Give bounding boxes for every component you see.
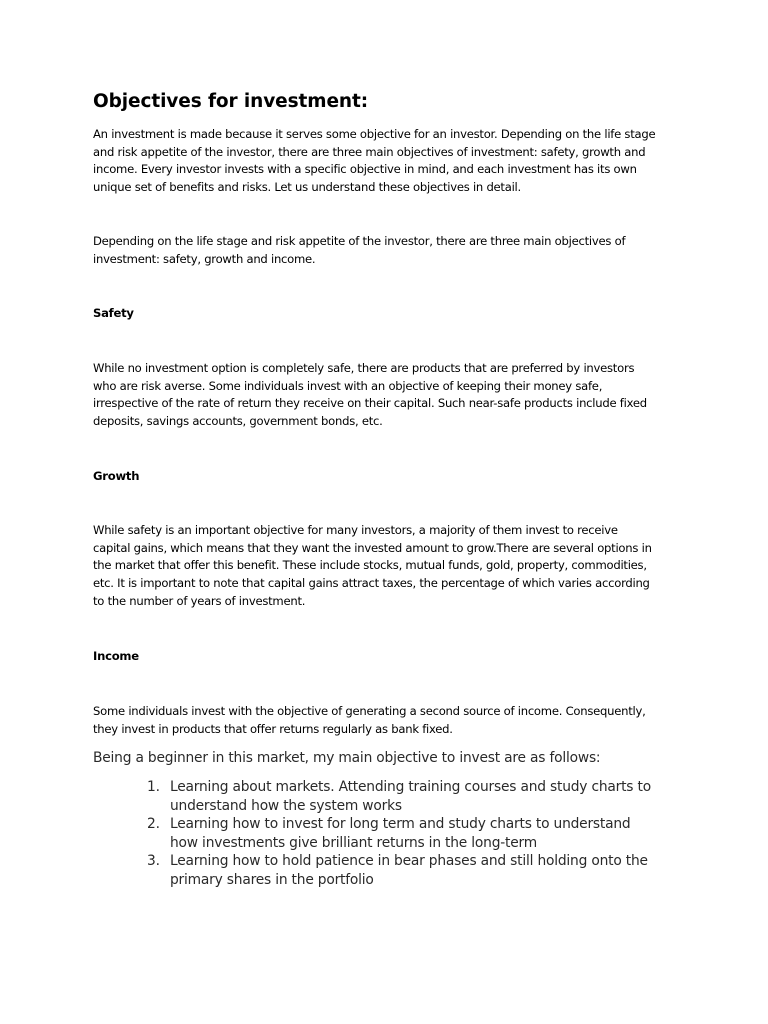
list-number: 2. (147, 816, 160, 833)
list-item (147, 778, 651, 815)
text-line: Learning how to invest for long term and study charts to understand (170, 816, 631, 833)
text-line: how investments give brilliant returns in the long-term (170, 834, 537, 851)
text-line: investment: safety, growth and income. (93, 251, 316, 266)
objectives-list (147, 778, 651, 890)
text-line: understand how the system works (170, 797, 402, 814)
list-number: 3. (147, 853, 160, 870)
text-line: irrespective of the rate of return they receive on their capital. Such near-safe products include fixed (93, 396, 647, 411)
section-heading-safety: Safety (93, 306, 134, 320)
growth-paragraph (93, 522, 652, 611)
text-line: they invest in products that offer returns regularly as bank fixed. (93, 721, 453, 736)
text-line: Depending on the life stage and risk appetite of the investor, there are three main objectives of (93, 234, 626, 248)
text-line: and risk appetite of the investor, there are three main objectives of investment: safety, growth and (93, 144, 646, 159)
section-heading-growth: Growth (93, 469, 140, 483)
text-line: While safety is an important objective for many investors, a majority of them invest to receive (93, 523, 618, 537)
list-item (147, 815, 651, 852)
intro-paragraph (93, 126, 655, 197)
text-line: Some individuals invest with the objective of generating a second source of income. Consequently, (93, 704, 646, 718)
text-line: Learning how to hold patience in bear phases and still holding onto the (170, 853, 648, 870)
text-line: unique set of benefits and risks. Let us understand these objectives in detail. (93, 180, 521, 195)
text-line: the market that offer this benefit. These include stocks, mutual funds, gold, property, commodities, (93, 558, 647, 573)
text-line: who are risk averse. Some individuals invest with an objective of keeping their money safe, (93, 378, 603, 393)
text-line: deposits, savings accounts, government bonds, etc. (93, 414, 383, 429)
text-line: Learning about markets. Attending training courses and study charts to (170, 779, 651, 795)
text-line: etc. It is important to note that capital gains attract taxes, the percentage of which varies according (93, 576, 650, 591)
list-item (147, 852, 651, 889)
page-title: Objectives for investment: (93, 91, 368, 112)
objectives-lead: Being a beginner in this market, my main objective to invest are as follows: (93, 750, 601, 766)
safety-paragraph (93, 360, 647, 431)
text-line: capital gains, which means that they want the invested amount to grow.There are several options in (93, 540, 652, 555)
text-line: to the number of years of investment. (93, 593, 306, 608)
text-line: An investment is made because it serves some objective for an investor. Depending on the life stage (93, 127, 656, 141)
income-paragraph (93, 703, 646, 738)
section-heading-income: Income (93, 649, 139, 663)
list-number: 1. (147, 779, 160, 795)
text-line: primary shares in the portfolio (170, 871, 374, 888)
summary-paragraph (93, 233, 625, 268)
text-line: While no investment option is completely safe, there are products that are preferred by investors (93, 361, 635, 375)
text-line: income. Every investor invests with a specific objective in mind, and each investment has its own (93, 162, 637, 177)
